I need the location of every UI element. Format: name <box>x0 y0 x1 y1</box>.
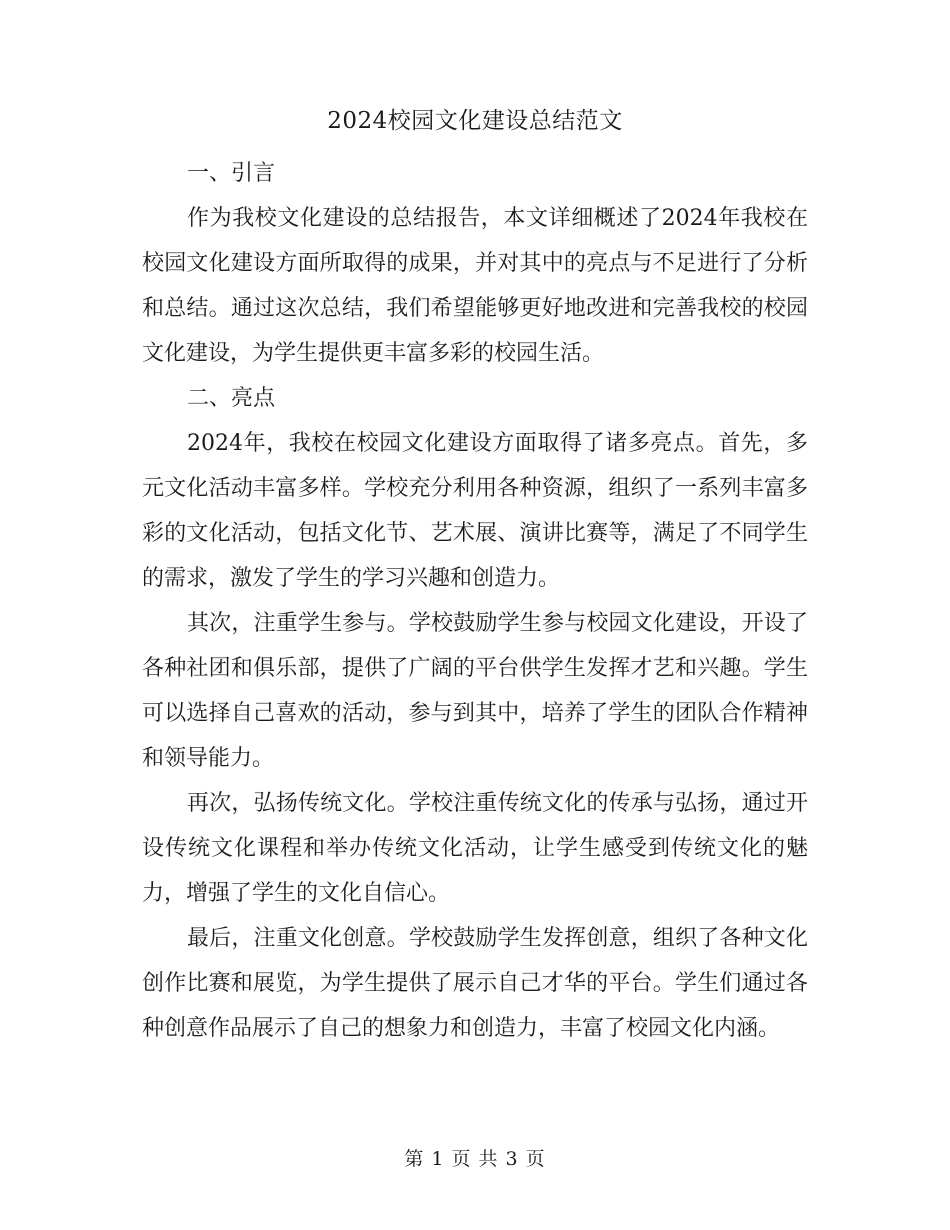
paragraph: 其次，注重学生参与。学校鼓励学生参与校园文化建设，开设了各种社团和俱乐部，提供了广阔的平台供学生发挥才艺和兴趣。学生可以选择自己喜欢的活动，参与到其中，培养了学生的团队合作精神和领导能力。 <box>142 611 808 771</box>
page-number-footer: 第 1 页 共 3 页 <box>404 1148 546 1170</box>
paragraph: 2024年，我校在校园文化建设方面取得了诸多亮点。首先，多元文化活动丰富多样。学校充分利用各种资源，组织了一系列丰富多彩的文化活动，包括文化节、艺术展、演讲比赛等，满足了不同学生的需求，激发了学生的学习兴趣和创造力。 <box>142 431 808 591</box>
section-heading-highlights: 二、亮点 <box>187 386 276 411</box>
paragraph: 作为我校文化建设的总结报告，本文详细概述了2024年我校在校园文化建设方面所取得的成果，并对其中的亮点与不足进行了分析和总结。通过这次总结，我们希望能够更好地改进和完善我校的校园文化建设，为学生提供更丰富多彩的校园生活。 <box>142 206 808 366</box>
document-body <box>142 151 808 1051</box>
section-heading-introduction: 一、引言 <box>187 161 276 186</box>
page-title: 2024校园文化建设总结范文 <box>327 108 623 134</box>
paragraph: 再次，弘扬传统文化。学校注重传统文化的传承与弘扬，通过开设传统文化课程和举办传统文化活动，让学生感受到传统文化的魅力，增强了学生的文化自信心。 <box>142 791 808 906</box>
section-introduction <box>142 151 808 376</box>
paragraph: 最后，注重文化创意。学校鼓励学生发挥创意，组织了各种文化创作比赛和展览，为学生提供了展示自己才华的平台。学生们通过各种创意作品展示了自己的想象力和创造力，丰富了校园文化内涵。 <box>142 926 808 1041</box>
section-highlights <box>142 376 808 1051</box>
